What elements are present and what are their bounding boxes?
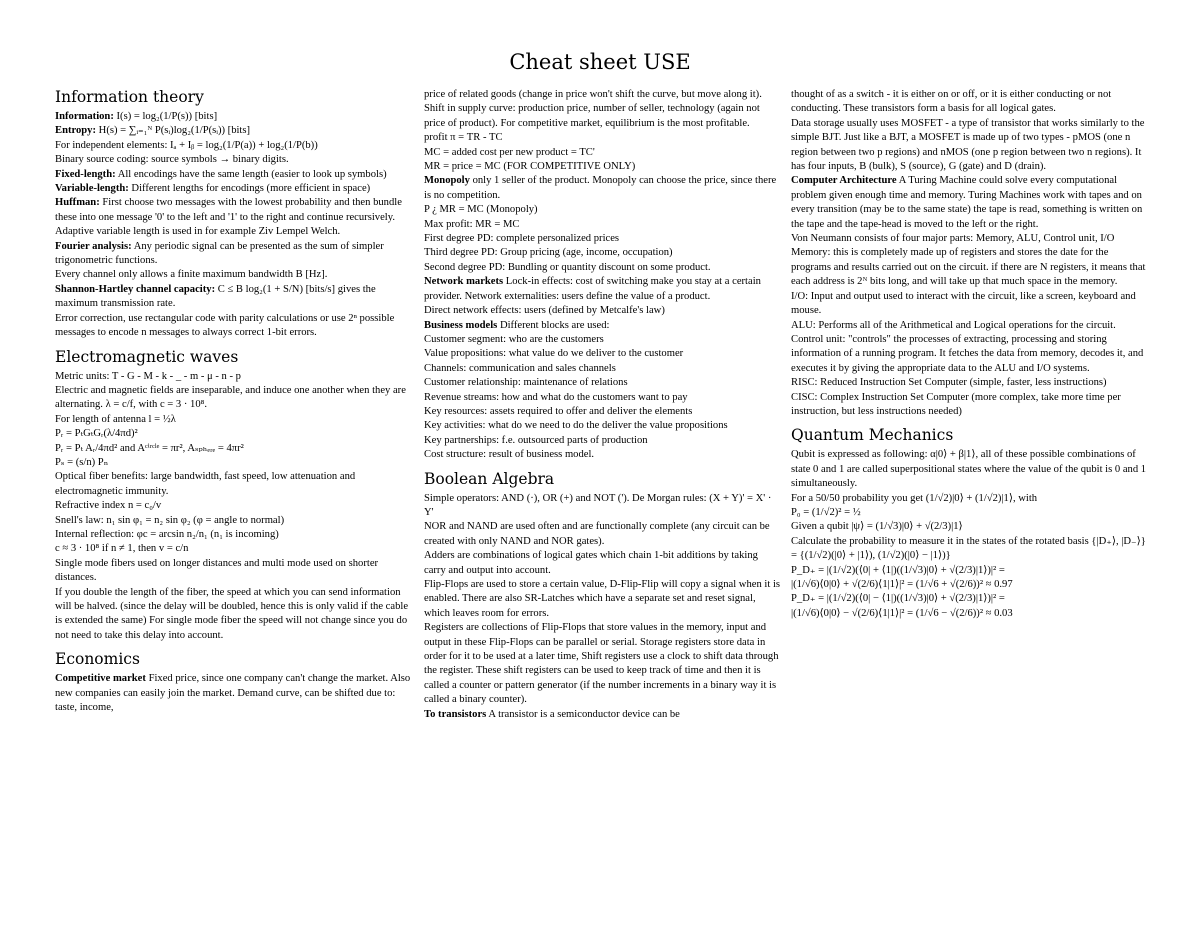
paragraph-text: Any periodic signal can be presented as the sum of simpler trigonometric functions. (55, 240, 384, 267)
paragraph-text: P_D₊ = |(1/√2)(⟨0| + ⟨1|)((1/√3)|0⟩ + √(2/3)|1⟩)|² = (791, 564, 1005, 576)
paragraph-text: Key activities: what do we need to do the deliver the value propositions (424, 420, 728, 432)
term-label: Network markets (424, 276, 504, 288)
paragraph-text: Adders are combinations of logical gates which chain 1-bit additions by taking carry and output into account. (424, 550, 758, 576)
paragraph-text: C ≤ B log₂(1 + S/N) [bits/s] gives the maximum transmission rate. (55, 283, 376, 310)
paragraph-text: Key resources: assets required to offer and deliver the elements (424, 405, 693, 417)
paragraph-text: All encodings have the same length (easier to look up symbols) (117, 168, 387, 180)
paragraph (791, 391, 1147, 420)
paragraph (55, 442, 411, 456)
paragraph-text: Different blocks are used: (499, 319, 610, 331)
column-1 (55, 88, 411, 715)
paragraph-text: For length of antenna l = ½λ (55, 413, 176, 425)
paragraph (791, 88, 1147, 117)
paragraph (424, 232, 780, 246)
term-label: Competitive market (55, 673, 146, 685)
paragraph-text: Different lengths for encodings (more efficient in space) (131, 183, 371, 195)
paragraph-text: First choose two messages with the lowest probability and then bundle these into one message '0' to the left and '1' to the right and continue recursively. (55, 197, 402, 223)
paragraph-text: Third degree PD: Group pricing (age, income, occupation) (424, 247, 673, 259)
paragraph (791, 319, 1147, 333)
paragraph (55, 528, 411, 542)
paragraph-text: MC = added cost per new product = TC' (424, 146, 595, 158)
paragraph-text: Calculate the probability to measure it in the states of the rotated basis {|D₊⟩, |D₋⟩} = {(1/√2)(|0⟩ + |1⟩), (1/√2)(|0⟩ − |1⟩)} (791, 535, 1146, 562)
paragraph (424, 304, 780, 318)
paragraph-text: Given a qubit |ψ⟩ = (1/√3)|0⟩ + √(2/3)|1⟩ (791, 521, 963, 533)
paragraph-text: NOR and NAND are used often and are functionally complete (any circuit can be created with only NAND and NOR gates). (424, 521, 770, 547)
paragraph-text: I/O: Input and output used to interact with the circuit, like a screen, keyboard and mouse. (791, 290, 1136, 317)
paragraph-text: Cost structure: result of business model. (424, 449, 595, 461)
term-label: Business models (424, 319, 498, 331)
paragraph-text: Every channel only allows a finite maximum bandwidth B [Hz]. (55, 269, 328, 281)
paragraph-text: For a 50/50 probability you get (1/√2)|0⟩ + (1/√2)|1⟩, with (791, 492, 1038, 504)
section-heading: Electromagnetic waves (55, 347, 239, 366)
paragraph (424, 275, 780, 304)
paragraph (791, 448, 1147, 491)
paragraph-text: Pᵣ = Pₜ Aᵣ/4πd² and Aᶜⁱʳᶜˡᵉ = πr², Aₛₚₕₑᵣₑ = 4πr² (55, 442, 244, 454)
paragraph (791, 506, 1147, 520)
column-2 (424, 88, 780, 722)
paragraph (55, 312, 411, 341)
paragraph-text: Adaptive variable length is used in for example Ziv Lempel Welch. (55, 226, 341, 238)
term-label: Variable-length: (55, 183, 129, 195)
paragraph (55, 470, 411, 499)
paragraph (55, 153, 411, 167)
paragraph (424, 391, 780, 405)
paragraph (791, 535, 1147, 564)
paragraph (55, 514, 411, 528)
paragraph-text: Single mode fibers used on longer distances and multi mode used on shorter distances. (55, 557, 379, 584)
paragraph-text: Internal reflection: φc = arcsin n₂/n₁ (n₁ is incoming) (55, 528, 279, 540)
paragraph (424, 347, 780, 361)
paragraph (55, 413, 411, 427)
term-label: Monopoly (424, 175, 470, 187)
term-label: Shannon-Hartley channel capacity: (55, 283, 216, 295)
page-title: Cheat sheet USE (509, 50, 691, 74)
paragraph (55, 672, 411, 715)
paragraph (791, 290, 1147, 319)
paragraph (424, 261, 780, 275)
section-heading: Quantum Mechanics (791, 426, 954, 445)
column-3 (791, 88, 1147, 621)
paragraph-text: A Turing Machine could solve every computational problem given enough time and memory. Turing Machines work with tapes and on every transition (may be to the same state) the tape is read, something is written on the tape and the tape-head is moved to the left or the right. (791, 175, 1143, 230)
paragraph-text: Flip-Flops are used to store a certain value, D-Flip-Flip will copy a signal when it is enabled. There are also SR-Latches which have a separate set and reset signal, which leaves room for errors. (424, 579, 781, 619)
paragraph-text: Optical fiber benefits: large bandwidth, fast speed, low attenuation and electromagnetic immunity. (55, 471, 356, 497)
section-heading: Boolean Algebra (424, 469, 555, 488)
paragraph (791, 592, 1147, 606)
paragraph (424, 419, 780, 433)
paragraph-text: Electric and magnetic fields are inseparable, and induce one another when they are alternating. λ = c/f, with c = 3 · 10⁸. (55, 384, 406, 411)
paragraph (424, 203, 780, 217)
paragraph-text: Metric units: T - G - M - k - _ - m - μ - n - p (55, 370, 241, 382)
paragraph (791, 578, 1147, 592)
paragraph (424, 174, 780, 203)
term-label: Computer Architecture (791, 175, 897, 187)
paragraph (424, 405, 780, 419)
paragraph-text: Max profit: MR = MC (424, 218, 520, 230)
paragraph (791, 174, 1147, 232)
paragraph-text: RISC: Reduced Instruction Set Computer (simple, faster, less instructions) (791, 377, 1107, 389)
paragraph-text: P_D₊ = |(1/√2)(⟨0| − ⟨1|)((1/√3)|0⟩ + √(2/3)|1⟩)|² = (791, 593, 1005, 605)
paragraph-text: For independent elements: Iₐ + Iᵦ = log₂(1/P(a)) + log₂(1/P(b)) (55, 139, 318, 151)
paragraph-text: Control unit: "controls" the processes of extracting, processing and storing information of a running program. It fetches the data from memory, decodes it, and executes it by giving the appropriate data to the ALU and I/O systems. (791, 333, 1144, 374)
paragraph-text: Key partnerships: f.e. outsourced parts of production (424, 434, 648, 446)
paragraph-text: First degree PD: complete personalized prices (424, 233, 620, 245)
paragraph-text: P₀ = (1/√2)² = ½ (791, 506, 861, 518)
paragraph (55, 139, 411, 153)
term-label: Fourier analysis: (55, 240, 132, 252)
paragraph (424, 492, 780, 521)
paragraph (55, 182, 411, 196)
section-heading: Economics (55, 650, 140, 669)
paragraph-text: |(1/√6)⟨0|0⟩ − √(2/6)⟨1|1⟩|² = (1/√6 − √(2/6))² ≈ 0.03 (791, 607, 1013, 619)
paragraph (55, 542, 411, 556)
paragraph-text: MR = price = MC (FOR COMPETITIVE ONLY) (424, 161, 636, 173)
paragraph-text: Customer relationship: maintenance of relations (424, 377, 628, 389)
paragraph-text: Snell's law: n₁ sin φ₁ = n₂ sin φ₂ (φ = angle to normal) (55, 514, 285, 526)
paragraph-text: Value propositions: what value do we deliver to the customer (424, 348, 684, 360)
paragraph-text: Qubit is expressed as following: α|0⟩ + β|1⟩, all of these possible combinations of state 0 and 1 are called superpositional states where the value of the qubit is 0 and 1 simultaneously. (791, 449, 1147, 490)
paragraph (424, 218, 780, 232)
paragraph (55, 225, 411, 239)
paragraph (791, 492, 1147, 506)
paragraph-text: If you double the length of the fiber, the speed at which you can send information will be halved. (since the delay will be doubled, hence this is only valid if the cable is extended the same) For single mode fiber the speed will not change since you do not need to take this delay into account. (55, 586, 409, 641)
paragraph-text: A transistor is a semiconductor device can be (488, 708, 680, 720)
paragraph-text: H(s) = ∑ᵢ₌₁ᴺ P(sᵢ)log₂(1/P(sᵢ)) [bits] (98, 125, 251, 137)
paragraph (791, 564, 1147, 578)
paragraph (424, 246, 780, 260)
paragraph (424, 319, 780, 333)
paragraph-text: Second degree PD: Bundling or quantity discount on some product. (424, 261, 711, 273)
paragraph-text: Memory: this is completely made up of registers and stores the date for the programs and results carried out on the circuit. if there are N registers, it means that each address is 2ᴺ bits long, and will take up that much space in the memory. (791, 247, 1146, 288)
paragraph-text: only 1 seller of the product. Monopoly can choose the price, since there is no competition. (424, 175, 777, 201)
paragraph-text: Simple operators: AND (·), OR (+) and NOT ('). De Morgan rules: (X + Y)' = X' · Y' (424, 492, 772, 518)
paragraph-text: Lock-in effects: cost of switching make you stay at a certain provider. Network externalities: users define the value of a product. (424, 276, 761, 302)
paragraph-text: profit π = TR - TC (424, 132, 503, 144)
paragraph (424, 434, 780, 448)
paragraph (424, 146, 780, 160)
paragraph (791, 520, 1147, 534)
paragraph (55, 168, 411, 182)
paragraph (424, 448, 780, 462)
paragraph (424, 549, 780, 578)
paragraph-text: Refractive index n = c₀/v (55, 500, 162, 512)
paragraph-text: ALU: Performs all of the Arithmetical and Logical operations for the circuit. (791, 319, 1116, 331)
paragraph (55, 384, 411, 413)
paragraph (424, 708, 780, 722)
paragraph-text: I(s) = log₂(1/P(s)) [bits] (116, 111, 218, 122)
paragraph-text: c ≈ 3 · 10⁸ if n ≠ 1, then v = c/n (55, 543, 189, 555)
paragraph-text: Registers are collections of Flip-Flops that store values in the memory, input and output in these Flip-Flops can be parallel or serial. Storage registers store data in order for it to be used at a later time, Shift registers use a clock to shift data through the register. These shift registers can be used to keep track of time and then it is called a counter or pattern generator (if the number increments in a binary way it is called a binary counter). (424, 622, 779, 706)
paragraph (55, 124, 411, 138)
paragraph-text: Customer segment: who are the customers (424, 333, 604, 345)
paragraph (424, 362, 780, 376)
paragraph (791, 232, 1147, 246)
paragraph (791, 246, 1147, 289)
paragraph-text: Fixed price, since one company can't change the market. Also new companies can easily join the market. Demand curve, can be shifted due to: taste, income, (55, 673, 411, 714)
paragraph-text: |(1/√6)⟨0|0⟩ + √(2/6)⟨1|1⟩|² = (1/√6 + √(2/6))² ≈ 0.97 (791, 579, 1013, 590)
paragraph (424, 333, 780, 347)
paragraph-text: Binary source coding: source symbols → binary digits. (55, 154, 289, 166)
paragraph (55, 456, 411, 470)
paragraph (55, 110, 411, 124)
paragraph-text: thought of as a switch - it is either on or off, or it is either conducting or not conducting. These transistors form a basis for all logical gates. (791, 89, 1112, 115)
paragraph-text: CISC: Complex Instruction Set Computer (more complex, take more time per instruction, but less instructions needed) (791, 391, 1121, 417)
paragraph (424, 88, 780, 131)
paragraph (424, 376, 780, 390)
section-heading: Information theory (55, 88, 204, 106)
paragraph-text: Revenue streams: how and what do the customers want to pay (424, 391, 688, 403)
term-label: Information: (55, 111, 114, 122)
paragraph (55, 427, 411, 441)
paragraph (55, 586, 411, 644)
paragraph (55, 370, 411, 384)
paragraph-text: Pᵣ = PₜGₜGᵣ(λ/4πd)² (55, 428, 138, 440)
paragraph-text: Direct network effects: users (defined by Metcalfe's law) (424, 305, 665, 317)
term-label: To transistors (424, 708, 487, 720)
paragraph-text: Von Neumann consists of four major parts: Memory, ALU, Control unit, I/O (791, 233, 1115, 245)
paragraph (791, 117, 1147, 175)
paragraph (55, 283, 411, 312)
paragraph (55, 499, 411, 513)
paragraph-text: Channels: communication and sales channels (424, 362, 616, 374)
paragraph (424, 131, 780, 145)
paragraph (424, 160, 780, 174)
term-label: Huffman: (55, 197, 100, 209)
paragraph-text: Pₛ = (s/n) Pₙ (55, 456, 109, 468)
paragraph (55, 240, 411, 269)
paragraph (791, 333, 1147, 376)
paragraph (55, 557, 411, 586)
paragraph (424, 621, 780, 707)
paragraph-text: price of related goods (change in price won't shift the curve, but move along it). Shift in supply curve: production price, number of seller, technology (again not price of product). For competitive market, equilibrium is the most profitable. (424, 89, 762, 129)
paragraph-text: P ¿ MR = MC (Monopoly) (424, 204, 538, 216)
paragraph (55, 196, 411, 225)
paragraph (424, 520, 780, 549)
paragraph (791, 607, 1147, 621)
paragraph (791, 376, 1147, 390)
paragraph (424, 578, 780, 621)
paragraph-text: Data storage usually uses MOSFET - a type of transistor that works similarly to the simple BJT. Just like a BJT, a MOSFET is made up of two types - pMOS (one n region between two p regions) and nMOS (one p region between two n regions). It has four inputs, B (bulk), S (source), G (gate) and D (drain). (791, 117, 1145, 173)
paragraph-text: Error correction, use rectangular code with parity calculations or use 2ⁿ possible messages to encode n messages to always correct 1-bit errors. (55, 312, 395, 339)
term-label: Fixed-length: (55, 168, 116, 180)
term-label: Entropy: (55, 125, 97, 137)
paragraph (55, 268, 411, 282)
